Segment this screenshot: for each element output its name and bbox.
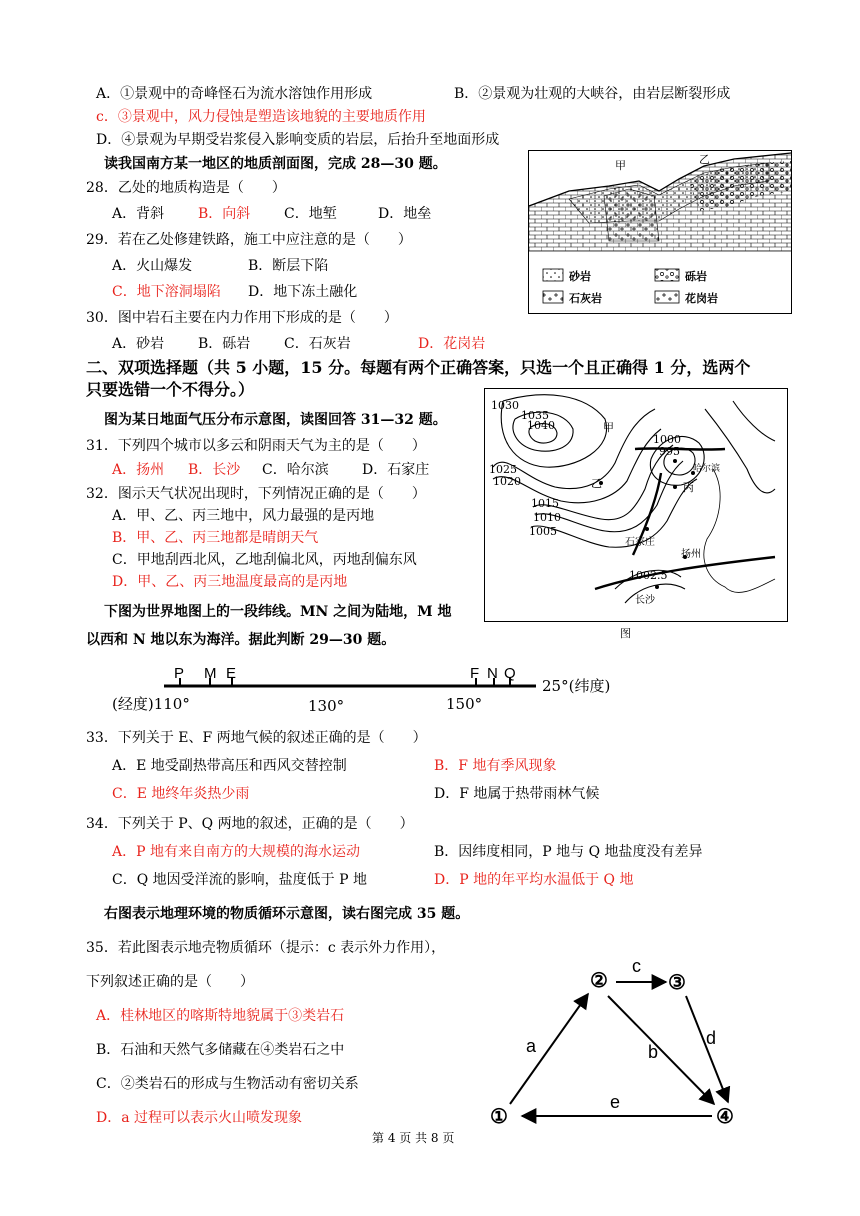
q34-option-d: D．P 地的年平均水温低于 Q 地 bbox=[434, 872, 634, 888]
q35-option-a: A．桂林地区的喀斯特地貌属于③类岩石 bbox=[96, 1008, 345, 1024]
q31-option-c: C．哈尔滨 bbox=[262, 462, 329, 478]
q32-stem: 32．图示天气状况出现时，下列情况正确的是（ ） bbox=[86, 486, 426, 502]
longitude-110: (经度)110° bbox=[112, 695, 190, 713]
place-yangzhou: 扬州 bbox=[681, 549, 701, 560]
isobar-1010: 1010 bbox=[533, 511, 561, 524]
node-4: ④ bbox=[716, 1104, 734, 1128]
legend-granite: 花岗岩 bbox=[685, 292, 718, 305]
isobar-1035: 1035 bbox=[521, 409, 549, 422]
isobar-1002-5: 1002.5 bbox=[629, 569, 668, 582]
arrow-label-d: d bbox=[706, 1028, 717, 1048]
q32-option-c: C．甲地刮西北风，乙地刮偏北风，丙地刮偏东风 bbox=[112, 552, 417, 568]
place-shijiazhuang: 石家庄 bbox=[625, 537, 655, 548]
q31-option-b: B．长沙 bbox=[188, 462, 241, 478]
place-jia: 甲 bbox=[603, 421, 614, 434]
place-harbin: 哈尔滨 bbox=[693, 464, 721, 474]
pressure-map-caption: 图 bbox=[620, 627, 631, 640]
q31-option-d: D．石家庄 bbox=[362, 462, 430, 478]
q35-stem-line1: 35．若此图表示地壳物质循环（提示：c 表示外力作用）， bbox=[86, 940, 446, 956]
node-1: ① bbox=[490, 1104, 508, 1128]
q32-option-d: D．甲、乙、丙三地温度最高的是丙地 bbox=[112, 574, 348, 590]
q30-option-c: C．石灰岩 bbox=[284, 336, 351, 352]
isobar-1025: 1025 bbox=[489, 463, 517, 476]
q29-option-b: B．断层下陷 bbox=[248, 258, 329, 274]
q35-option-c: C．②类岩石的形成与生物活动有密切关系 bbox=[96, 1076, 359, 1092]
q28-option-d: D．地垒 bbox=[378, 206, 432, 222]
q31-option-a: A．扬州 bbox=[112, 462, 165, 478]
longitude-150: 150° bbox=[446, 695, 483, 713]
q30-option-d: D．花岗岩 bbox=[418, 336, 486, 352]
geologic-section-drawing bbox=[529, 151, 791, 313]
point-m: M bbox=[204, 665, 217, 682]
isobar-1040: 1040 bbox=[527, 419, 555, 432]
latitude-line-figure bbox=[110, 662, 710, 718]
longitude-130: 130° bbox=[308, 697, 345, 715]
isobar-1020: 1020 bbox=[493, 475, 521, 488]
q33-option-a: A．E 地受副热带高压和西风交替控制 bbox=[112, 758, 347, 774]
q32-option-b: B．甲、乙、丙三地都是晴朗天气 bbox=[112, 530, 319, 546]
q35-option-b: B．石油和天然气多储藏在④类岩石之中 bbox=[96, 1042, 345, 1058]
pressure-map-figure bbox=[484, 388, 788, 622]
q28-option-a: A．背斜 bbox=[112, 206, 165, 222]
q34-option-c: C．Q 地因受洋流的影响，盐度低于 P 地 bbox=[112, 872, 367, 888]
q35-stem-line2: 下列叙述正确的是（ ） bbox=[86, 974, 254, 990]
point-e: E bbox=[226, 665, 237, 682]
arrow-label-b: b bbox=[648, 1042, 659, 1062]
q34-option-b: B．因纬度相同，P 地与 Q 地盐度没有差异 bbox=[434, 844, 703, 860]
q27-option-d: D．④景观为早期受岩浆侵入影响变质的岩层，后抬升至地面形成 bbox=[96, 132, 500, 148]
point-f: F bbox=[470, 665, 480, 682]
page-footer: 第 4 页 共 8 页 bbox=[372, 1131, 455, 1145]
intro-31-32: 图为某日地面气压分布示意图，读图回答 31—32 题。 bbox=[104, 412, 447, 428]
point-q: Q bbox=[504, 665, 516, 682]
q29-option-d: D．地下冻土融化 bbox=[248, 284, 358, 300]
intro-world-line2: 以西和 N 地以东为海洋。据此判断 29—30 题。 bbox=[86, 632, 396, 648]
q33-stem: 33．下列关于 E、F 两地气候的叙述正确的是（ ） bbox=[86, 730, 427, 746]
geologic-section-figure bbox=[528, 150, 792, 314]
q31-stem: 31．下列四个城市以多云和阴雨天气为主的是（ ） bbox=[86, 438, 426, 454]
arrow-label-c: c bbox=[632, 956, 641, 976]
point-p: P bbox=[174, 665, 185, 682]
legend-sandstone: 砂岩 bbox=[569, 270, 591, 283]
q32-option-a: A．甲、乙、丙三地中，风力最强的是丙地 bbox=[112, 508, 375, 524]
q34-option-a: A．P 地有来自南方的大规模的海水运动 bbox=[112, 844, 360, 860]
q35-option-d: D．a 过程可以表示火山喷发现象 bbox=[96, 1110, 303, 1126]
intro-35: 右图表示地理环境的物质循环示意图，读右图完成 35 题。 bbox=[104, 906, 470, 922]
section2-heading-line1: 二、双项选择题（共 5 小题，15 分。每题有两个正确答案，只选一个且正确得 1 分，选两个 bbox=[86, 358, 751, 377]
node-2: ② bbox=[590, 968, 608, 992]
isobar-1030: 1030 bbox=[491, 399, 519, 412]
legend-limestone: 石灰岩 bbox=[569, 292, 602, 305]
place-yi: 乙 bbox=[591, 477, 602, 490]
q29-option-c: C．地下溶洞塌陷 bbox=[112, 284, 221, 300]
intro-28-30: 读我国南方某一地区的地质剖面图，完成 28—30 题。 bbox=[104, 156, 447, 172]
latitude-line-drawing bbox=[110, 662, 710, 718]
arrow-label-e: e bbox=[610, 1092, 621, 1112]
isobar-1000: 1000 bbox=[653, 433, 681, 446]
q27-option-c: c．③景观中，风力侵蚀是塑造该地貌的主要地质作用 bbox=[96, 109, 426, 125]
q29-option-a: A．火山爆发 bbox=[112, 258, 193, 274]
rock-cycle-diagram bbox=[480, 956, 760, 1136]
latitude-25: 25°(纬度) bbox=[542, 677, 611, 695]
q27-option-b: B．②景观为壮观的大峡谷，由岩层断裂形成 bbox=[454, 86, 731, 102]
place-changsha: 长沙 bbox=[635, 595, 655, 606]
q28-option-c: C．地堑 bbox=[284, 206, 337, 222]
q29-stem: 29．若在乙处修建铁路，施工中应注意的是（ ） bbox=[86, 232, 412, 248]
label-jia: 甲 bbox=[615, 159, 626, 172]
q30-option-a: A．砂岩 bbox=[112, 336, 165, 352]
q28-option-b: B．向斜 bbox=[198, 206, 251, 222]
label-yi: 乙 bbox=[699, 153, 710, 166]
q33-option-d: D．F 地属于热带雨林气候 bbox=[434, 786, 600, 802]
point-n: N bbox=[487, 665, 498, 682]
legend-conglomerate: 砾岩 bbox=[685, 270, 707, 283]
q34-stem: 34．下列关于 P、Q 两地的叙述，正确的是（ ） bbox=[86, 816, 414, 832]
section2-heading-line2: 只要选错一个不得分。） bbox=[86, 380, 255, 399]
place-bing: 丙 bbox=[683, 481, 694, 494]
node-3: ③ bbox=[668, 970, 686, 994]
isobar-1015: 1015 bbox=[531, 497, 559, 510]
q33-option-b: B．F 地有季风现象 bbox=[434, 758, 557, 774]
isobar-995: 995 bbox=[659, 445, 680, 458]
intro-world-line1: 下图为世界地图上的一段纬线。MN 之间为陆地，M 地 bbox=[104, 604, 452, 620]
arrow-label-a: a bbox=[526, 1036, 537, 1056]
q30-option-b: B．砾岩 bbox=[198, 336, 251, 352]
q30-stem: 30．图中岩石主要在内力作用下形成的是（ ） bbox=[86, 310, 398, 326]
q28-stem: 28．乙处的地质构造是（ ） bbox=[86, 180, 286, 196]
isobar-1005: 1005 bbox=[529, 525, 557, 538]
q33-option-c: C．E 地终年炎热少雨 bbox=[112, 786, 250, 802]
q27-option-a: A．①景观中的奇峰怪石为流水溶蚀作用形成 bbox=[96, 86, 373, 102]
